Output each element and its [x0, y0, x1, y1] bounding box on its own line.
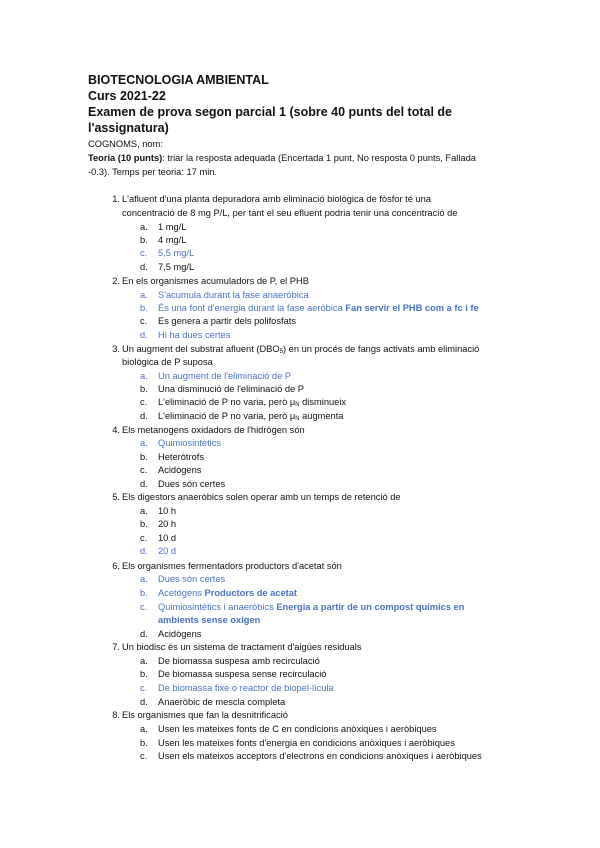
option-text-part: L'eliminació de P no varia, però μ: [158, 397, 296, 407]
option-text: Una disminució de l'eliminació de P: [158, 384, 304, 394]
subscript: N: [295, 416, 300, 422]
option-letter: b.: [140, 384, 148, 394]
question-number: 5.: [112, 492, 120, 502]
option-letter: b.: [140, 519, 148, 529]
option-text: Un augment de l'eliminació de P: [158, 371, 292, 381]
option-letter: a.: [140, 724, 148, 734]
option-text: De biomassa suspesa sense recirculació: [158, 669, 327, 679]
option-text: [158, 302, 518, 315]
option-letter: c.: [140, 397, 148, 407]
option-text: 7,5 mg/L: [158, 262, 195, 272]
answer-note: Energia a partir de un compost químics en: [276, 602, 465, 612]
option-letter: c.: [140, 533, 148, 543]
option-text: Acidògens: [158, 629, 202, 639]
option-letter: a.: [140, 222, 148, 232]
option-text: 4 mg/L: [158, 235, 187, 245]
option-text: Dues són certes: [158, 574, 226, 584]
option-letter: c.: [140, 683, 148, 693]
exam-title-line2: l'assignatura): [88, 121, 169, 135]
course-year: Curs 2021-22: [88, 89, 166, 103]
option-text-main: És una font d'energia durant la fase aeròbica: [158, 303, 343, 313]
question-text: Els organismes fermentadors productors d'acetat són: [122, 561, 342, 571]
option-text-part: augmenta: [299, 411, 344, 421]
option-text: De biomassa suspesa amb recirculació: [158, 656, 320, 666]
option-text: 10 h: [158, 506, 177, 516]
option-letter: d.: [140, 629, 148, 639]
option-letter: b.: [140, 669, 148, 679]
question-number: 7.: [112, 642, 120, 652]
option-text: [158, 601, 518, 614]
option-text: [158, 410, 518, 423]
option-text: Anaeròbic de mescla completa: [158, 697, 286, 707]
question-text: biològica de P suposa: [122, 357, 213, 367]
option-text: De biomassa fixe o reactor de biopel·lícula: [158, 683, 334, 693]
course-title: BIOTECNOLOGIA AMBIENTAL: [88, 73, 269, 87]
option-text: Hi ha dues certes: [158, 330, 231, 340]
option-letter: c.: [140, 465, 148, 475]
option-letter: a.: [140, 371, 148, 381]
option-letter: d.: [140, 479, 148, 489]
option-text: Usen les mateixes fonts d'energia en condicions anòxiques i aeròbiques: [158, 738, 455, 748]
theory-label: Teoria (10 punts): [88, 153, 163, 163]
question-text: Els digestors anaeròbics solen operar amb un temps de retenció de: [122, 492, 401, 502]
answer-note: ambients sense oxigen: [158, 615, 261, 625]
option-letter: c.: [140, 248, 148, 258]
option-text: 1 mg/L: [158, 222, 187, 232]
option-text: Quimiosintètics: [158, 438, 222, 448]
theory-instructions: [88, 151, 528, 165]
question-text: L'afluent d'una planta depuradora amb eliminació biològica de fòsfor té una: [122, 194, 432, 204]
theory-instructions-line1: : triar la resposta adequada (Encertada 1 punt, No resposta 0 punts, Fallada: [162, 153, 476, 163]
question-number: 8.: [112, 710, 120, 720]
question-number: 4.: [112, 425, 120, 435]
option-text: Dues són certes: [158, 479, 226, 489]
option-letter: b.: [140, 738, 148, 748]
question-text: Els metanogens oxidadors de l'hidrògen són: [122, 425, 305, 435]
subscript: N: [295, 402, 300, 408]
question-text-part: ) en un procés de fangs activats amb eliminació: [282, 344, 480, 354]
option-text-part: L'eliminació de P no varia, però μ: [158, 411, 296, 421]
option-letter: a.: [140, 574, 148, 584]
question-number: 1.: [112, 194, 120, 204]
option-letter: a.: [140, 290, 148, 300]
question-number: 6.: [112, 561, 120, 571]
option-letter: d.: [140, 697, 148, 707]
question-text: En els organismes acumuladors de P, el PHB: [122, 276, 309, 286]
option-text: S'acumula durant la fase anaeròbica: [158, 290, 309, 300]
option-text: Usen els mateixos acceptors d'electrons en condicions anòxiques i aeròbiques: [158, 751, 482, 761]
answer-note: Fan servir el PHB com a fc i fe: [345, 303, 479, 313]
subscript: 5: [279, 349, 283, 355]
option-text-main: Quimiosintètics i anaeròbics: [158, 602, 274, 612]
option-text: Es genera a partir dels polifosfats: [158, 316, 296, 326]
option-letter: b.: [140, 588, 148, 598]
option-letter: c.: [140, 602, 148, 612]
question-text: Els organismes que fan la desnitrificació: [122, 710, 288, 720]
option-text: 10 d: [158, 533, 177, 543]
option-letter: b.: [140, 452, 148, 462]
option-letter: c.: [140, 316, 148, 326]
option-text: 5,5 mg/L: [158, 248, 195, 258]
option-letter: d.: [140, 262, 148, 272]
option-letter: b.: [140, 235, 148, 245]
option-letter: d.: [140, 411, 148, 421]
question-text-part: Un augment del substrat afluent (DBO: [122, 344, 280, 354]
question-text: Un biodisc és un sistema de tractament d'aigües residuals: [122, 642, 362, 652]
option-letter: a.: [140, 506, 148, 516]
option-text: 20 d: [158, 546, 177, 556]
option-letter: b.: [140, 303, 148, 313]
option-text-main: Acetògens: [158, 588, 202, 598]
question-number: 2.: [112, 276, 120, 286]
question-number: 3.: [112, 344, 120, 354]
option-text: Heteròtrofs: [158, 452, 204, 462]
theory-instructions-line2: -0.3). Temps per teoria: 17 min.: [88, 167, 218, 177]
student-name-field: COGNOMS, nom:: [88, 139, 163, 149]
option-letter: d.: [140, 546, 148, 556]
option-text-part: disminueix: [299, 397, 347, 407]
exam-title-line1: Examen de prova segon parcial 1 (sobre 40 punts del total de: [88, 105, 452, 119]
option-text: [158, 396, 518, 409]
option-letter: a.: [140, 656, 148, 666]
option-letter: d.: [140, 330, 148, 340]
option-text: Acidògens: [158, 465, 202, 475]
option-text: [158, 587, 518, 600]
option-letter: c.: [140, 751, 148, 761]
answer-note: Productors de acetat: [204, 588, 298, 598]
question-text: [122, 343, 512, 356]
option-text: Usen les mateixes fonts de C en condicions anòxiques i aeròbiques: [158, 724, 437, 734]
option-letter: a.: [140, 438, 148, 448]
option-text: 20 h: [158, 519, 177, 529]
question-text: concentració de 8 mg P/L, per tant el seu efluent podria tenir una concentració de: [122, 208, 458, 218]
